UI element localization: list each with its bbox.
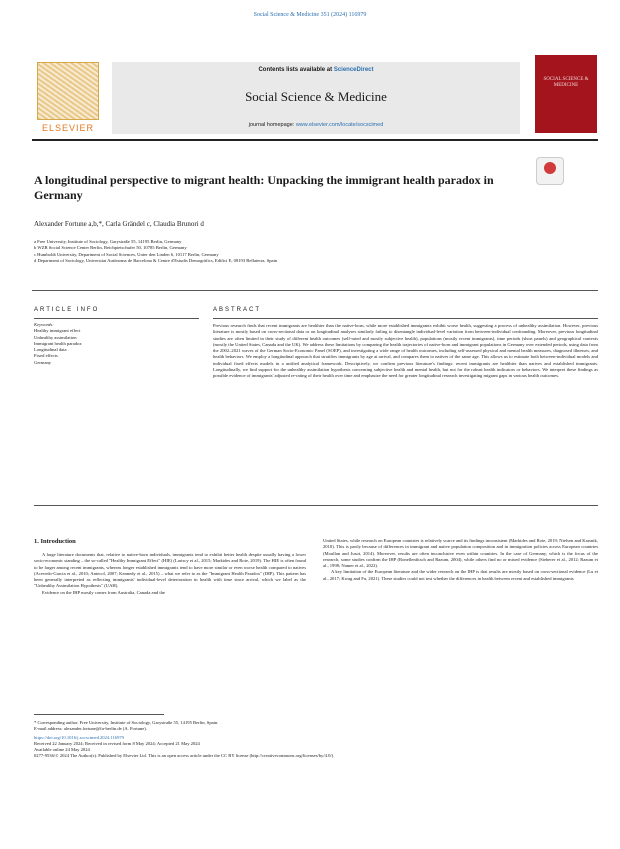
contents-line <box>112 67 520 73</box>
body-column-left <box>34 552 306 596</box>
sciencedirect-link[interactable]: ScienceDirect <box>333 67 374 73</box>
journal-title: Social Science & Medicine <box>245 89 387 104</box>
check-for-updates-icon[interactable] <box>536 157 564 185</box>
cover-title: SOCIAL SCIENCE & MEDICINE <box>543 77 589 88</box>
section-heading: 1. Introduction <box>34 538 76 545</box>
keyword: Longitudinal data <box>34 347 67 353</box>
affiliation: c Humboldt University, Department of Social Sciences, Unter den Linden 6, 10117 Berlin, Germany <box>34 251 219 257</box>
journal-reference[interactable]: Social Science & Medicine 351 (2024) 116979 <box>253 12 367 18</box>
abstract-heading: ABSTRACT <box>213 307 262 313</box>
keyword: Germany <box>34 359 52 365</box>
article-info-divider <box>34 318 199 319</box>
abstract-text: Previous research finds that recent immigrants are healthier than the native-born, while more established immigrants exhibit worse health, suggesting a process of unhealthy assimilation. However, previous literature is mostly based on cross-sectional data or on longitudinal analyses similarly failing to disentangle individual-level variation from between-individual confounding. Moreover, previous longitudinal studies are often limited in their study of different health outcomes (self-rated and mostly subjective health), populations (mostly recent immigrants), time periods (short panels) and geographical contexts (mostly the United States, Canada and the UK). We address these limitations by comparing the health trajectories of native-born and immigrant populations in Germany over extended periods, using data from the 2002–2021 waves of the German Socio-Economic Panel (SOEP), and investigating a wide range of health outcomes, including self-assessed physical and mental health measures, diagnosed illnesses, and health behaviors. We employ a longitudinal approach that stratifies immigrants by age at arrival, and compares them to natives of the same age. This allows us to estimate both between-individual models and individual fixed effects models in a unified analytical framework. Descriptively, we confirm previous literature's findings: recent immigrants are healthier than natives and established immigrants. Longitudinally, we find support for the unhealthy assimilation hypothesis concerning subjective health and mental health, but not for the robust health indicators or behaviors. We interpret these findings as possible evidence of immigrants' adjusted re-rating of their health over time and emphasize the need for greater longitudinal research investigating migrant gaps in various health outcomes. <box>213 323 598 379</box>
homepage-line <box>112 122 520 128</box>
homepage-link[interactable]: www.elsevier.com/locate/socscimed <box>295 122 384 128</box>
footnote-divider <box>34 714 164 715</box>
available-online: Available online 24 May 2024 <box>34 747 90 753</box>
affiliation: b WZB Social Science Center Berlin, Reichpietschufer 50, 10785 Berlin, Germany <box>34 245 187 251</box>
footnotes <box>34 720 594 760</box>
header-divider <box>32 139 598 141</box>
keywords-block <box>34 322 82 366</box>
abstract-end-divider <box>34 505 598 506</box>
paragraph: A large literature documents that, relative to native-born individuals, immigrants tend to exhibit better health despite usually having a lower socio-economic standing – the so-called "Healthy Immigrant Effect" (HIE) (Lariscy et al., 2015; Markides and Rote, 2019). The HIE is often found to be larger among recent immigrants, whereas longer established immigrants tend to have more similar or even worse health compared to natives (Acevedo-Garcia et al., 2010; Antecol, 2007; Kennedy et al., 2015) – what we refer to as the "Immigrant Health Paradox" (IHP). This pattern has been generally interpreted as reflecting immigrants' individual-level deterioration in health with time since arrival, which we label as the "Unhealthy Assimilation Hypothesis" (UAH). <box>34 552 306 589</box>
article-info-heading: ARTICLE INFO <box>34 307 100 313</box>
affiliation: a Free University, Institute of Sociology, Garystraße 55, 14195 Berlin, Germany <box>34 239 182 244</box>
section-divider <box>32 290 598 291</box>
corresponding-author-note: * Corresponding author. Free University, Institute of Sociology, Garystraße 55, 14195 Berlin, Spain. <box>34 720 219 725</box>
doi-link[interactable]: https://doi.org/10.1016/j.socscimed.2024.116979 <box>34 734 124 740</box>
elsevier-tree-icon <box>37 62 99 120</box>
affiliation: d Department of Sociology, Universitat Autònoma de Barcelona & Centre d'Estudis Demogràfics, Edifici E, 08193 Bellaterra, Spain <box>34 257 278 263</box>
journal-cover <box>535 55 597 133</box>
paragraph: Evidence on the IHP mostly comes from Australia, Canada and the <box>42 589 165 595</box>
publisher-name: ELSEVIER <box>41 123 95 133</box>
journal-banner <box>112 62 520 134</box>
contents-label: Contents lists available at <box>258 67 333 73</box>
keyword: Fixed effects <box>34 353 58 359</box>
author-list: Alexander Fortune a,b,*, Carla Grändel c, Claudia Brunori d <box>34 220 204 228</box>
paragraph: United States, while research on European countries is relatively scarce and its findings inconsistent (Markides and Rote, 2019; Nielsen and Krasnik, 2010). This is partly because of differences in immigrant and native population composition and in immigration policies across European countries (Moullan and Jusot, 2014). Moreover, results are often inconclusive even within countries. In the case of Germany, which is the focus of the research, some studies confirm the IHP (Ronellenfitsch and Razum, 2004), while others find no or mixed evidence (Sieberer et al., 2012; Razum et al., 1998; Namer et al., 2022). <box>323 538 598 569</box>
article-title: A longitudinal perspective to migrant health: Unpacking the immigrant health paradox in Germany <box>34 173 494 202</box>
keywords-label: Keywords: <box>34 322 54 327</box>
affiliations <box>34 239 554 264</box>
elsevier-logo <box>32 62 104 142</box>
keyword: Immigrant health paradox <box>34 340 82 346</box>
abstract-divider <box>213 318 598 319</box>
license-note: 0277-9536/© 2024 The Author(s). Published by Elsevier Ltd. This is an open access article under the CC BY license (http://creativecommons.org/licenses/by/4.0/). <box>34 753 335 759</box>
keyword: Unhealthy assimilation <box>34 334 77 340</box>
body-column-right <box>323 538 598 582</box>
paragraph: A key limitation of the European literature and the wider research on the IHP is that results are mostly based on cross-sectional evidence (Lu et al., 2017; Kwag and Fu, 2021). These studies could not test whether the differences in health between recent and established immigrants <box>323 569 598 581</box>
homepage-label: journal homepage: <box>248 122 295 128</box>
received-dates: Received 22 January 2024; Received in revised form 8 May 2024; Accepted 21 May 2024 <box>34 740 200 746</box>
email-note: E-mail address: alexander.fortune@fu-berlin.de (A. Fortune). <box>34 726 147 732</box>
keyword: Healthy immigrant effect <box>34 328 81 334</box>
